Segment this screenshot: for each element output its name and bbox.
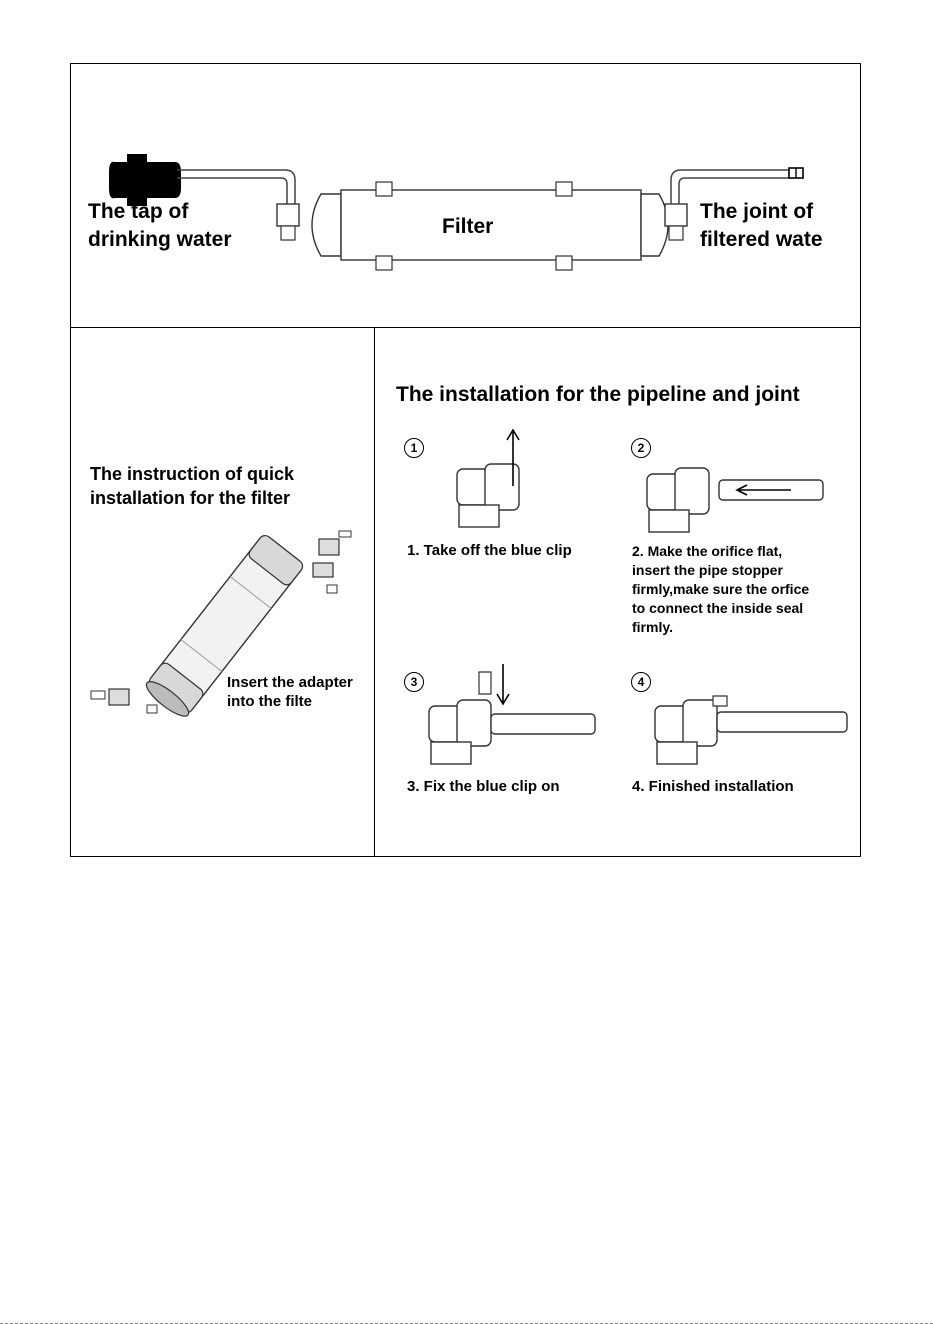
- step-2-text-line-4: to connect the inside seal: [632, 599, 804, 616]
- tap-label-line-2: drinking water: [88, 228, 232, 251]
- step-2-illustration: [641, 444, 831, 554]
- step-3-illustration: [423, 662, 613, 772]
- step-1-marker: 1: [404, 438, 424, 458]
- quick-install-heading-line-1: The instruction of quick: [90, 464, 295, 484]
- tap-label-line-1: The tap of: [88, 200, 189, 223]
- step-2-text-line-5: firmly.: [632, 618, 673, 635]
- joint-label-line-2: filtered wate: [700, 228, 823, 251]
- filter-assembly-diagram: [71, 64, 862, 327]
- row-divider: [71, 327, 860, 328]
- step-2-text-line-1: 2. Make the orifice flat,: [632, 543, 783, 559]
- adapter-caption-line-2: into the filte: [227, 693, 312, 710]
- step-1-text-line-1: 1. Take off the blue clip: [407, 542, 572, 559]
- step-2-text: [632, 542, 809, 636]
- pipeline-install-heading: The installation for the pipeline and joint: [396, 383, 800, 406]
- step-2-text-line-2: insert the pipe stopper: [632, 561, 783, 578]
- step-3-marker: 3: [404, 672, 424, 692]
- adapter-caption-line-1: Insert the adapter: [227, 674, 353, 691]
- step-2-marker: 2: [631, 438, 651, 458]
- step-4-marker: 4: [631, 672, 651, 692]
- step-4-illustration: [649, 674, 859, 784]
- step-4-text-line-1: 4. Finished installation: [632, 778, 794, 795]
- quick-install-heading-line-2: installation for the filter: [90, 488, 291, 508]
- joint-label-line-1: The joint of: [700, 200, 814, 223]
- step-3-text-line-1: 3. Fix the blue clip on: [407, 778, 560, 795]
- step-2-text-line-3: firmly,make sure the orfice: [632, 580, 810, 597]
- step-1-illustration: [451, 424, 571, 534]
- filter-label: Filter: [442, 215, 494, 238]
- instruction-frame: [70, 63, 861, 857]
